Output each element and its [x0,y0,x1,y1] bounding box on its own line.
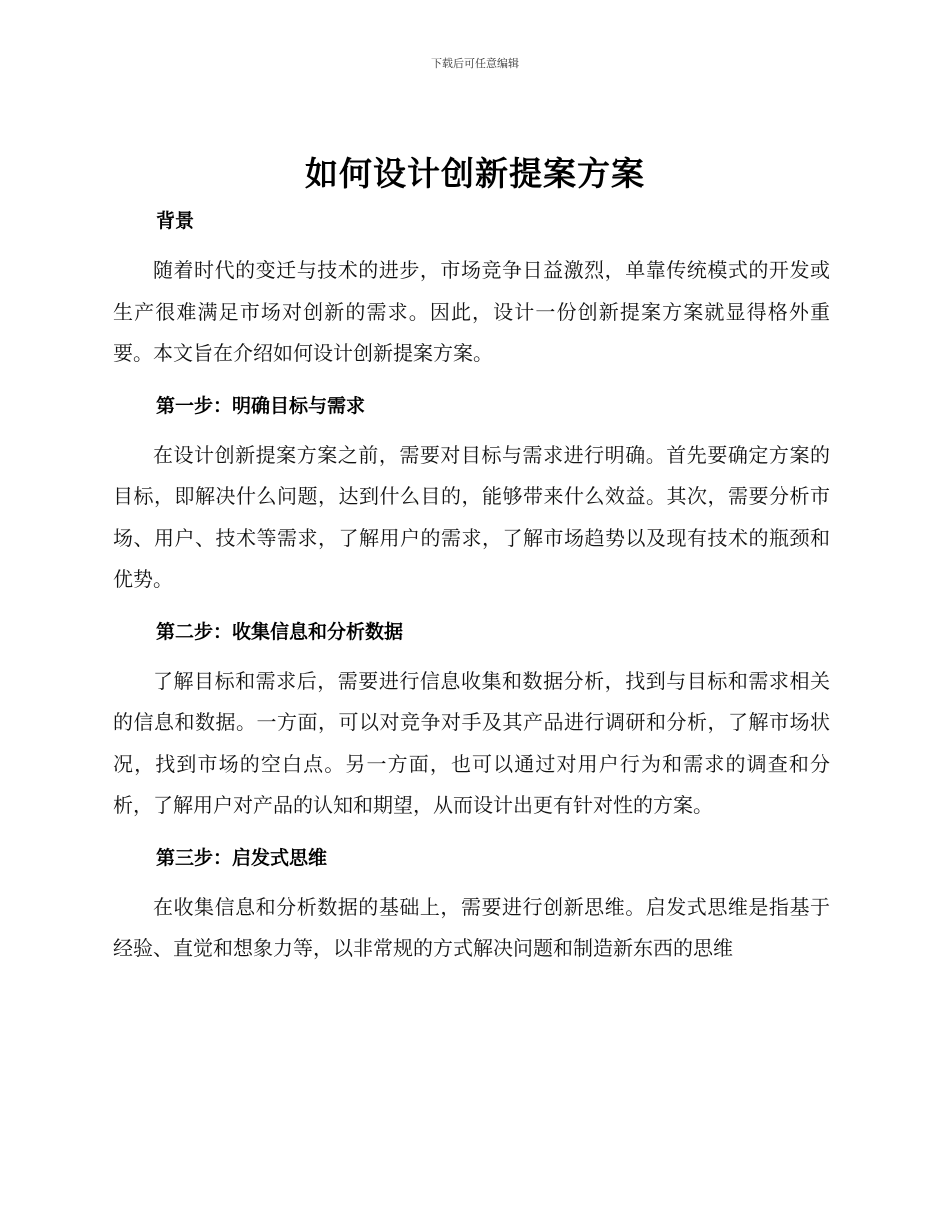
section-heading-step3: 第三步：启发式思维 [156,846,328,869]
section-heading-step1: 第一步：明确目标与需求 [156,394,366,417]
section-paragraph-background: 随着时代的变迁与技术的进步，市场竞争日益激烈，单靠传统模式的开发或生产很难满足市场对创新的需求。因此，设计一份创新提案方案就显得格外重要。本文旨在介绍如何设计创新提案方案。 [113,258,830,365]
section-heading-step2: 第二步：收集信息和分析数据 [156,620,404,643]
header-note: 下载后可任意编辑 [431,57,519,70]
section-paragraph-step3: 在收集信息和分析数据的基础上，需要进行创新思维。启发式思维是指基于经验、直觉和想象力等，以非常规的方式解决问题和制造新东西的思维 [113,894,830,960]
document-title: 如何设计创新提案方案 [305,154,645,193]
document-body [113,200,830,970]
section-paragraph-step2: 了解目标和需求后，需要进行信息收集和数据分析，找到与目标和需求相关的信息和数据。一方面，可以对竞争对手及其产品进行调研和分析，了解市场状况，找到市场的空白点。另一方面，也可以通过对用户行为和需求的调查和分析，了解用户对产品的认知和期望，从而设计出更有针对性的方案。 [113,668,830,817]
section-heading-background: 背景 [156,210,195,232]
section-paragraph-step1: 在设计创新提案方案之前，需要对目标与需求进行明确。首先要确定方案的目标，即解决什么问题，达到什么目的，能够带来什么效益。其次，需要分析市场、用户、技术等需求，了解用户的需求，了解市场趋势以及现有技术的瓶颈和优势。 [113,442,830,591]
